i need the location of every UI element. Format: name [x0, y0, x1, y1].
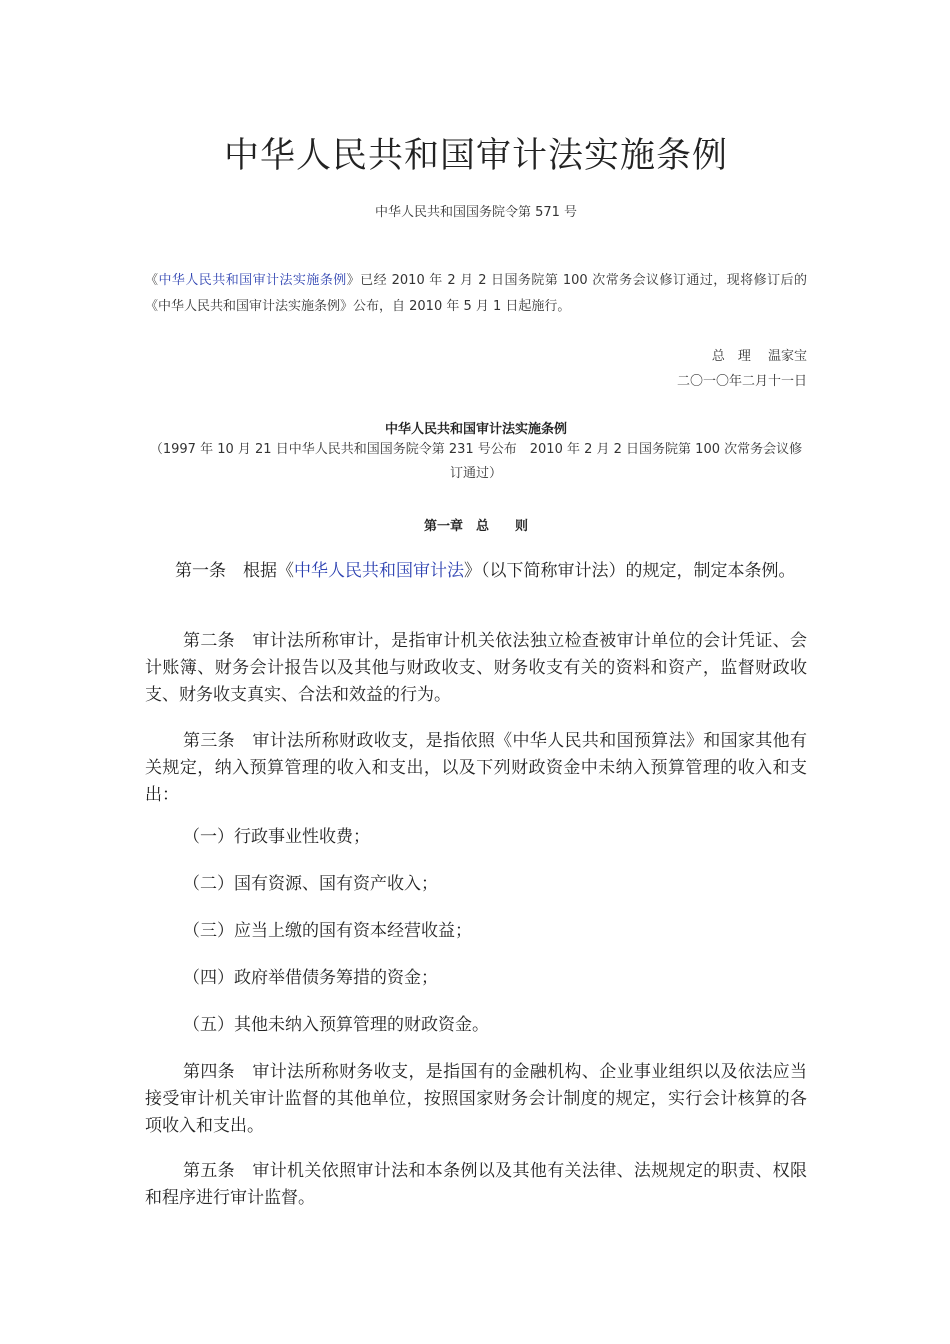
preamble-open-quote: 《 [145, 273, 159, 288]
article-1-prefix: 第一条 根据《 [175, 561, 294, 581]
preamble-paragraph [145, 268, 807, 320]
list-item: （五）其他未纳入预算管理的财政资金。 [183, 1015, 489, 1035]
list-item: （一）行政事业性收费； [183, 827, 370, 847]
article-5: 第五条 审计机关依照审计法和本条例以及其他有关法律、法规规定的职责、权限和程序进行审计监督。 [145, 1161, 807, 1208]
list-item: （四）政府举借债务筹措的资金； [183, 968, 438, 988]
article-2: 第二条 审计法所称审计，是指审计机关依法独立检查被审计单位的会计凭证、会计账簿、财务会计报告以及其他与财政收支、财务收支有关的资料和资产，监督财政收支、财务收支真实、合法和效益的行为。 [145, 631, 807, 705]
list-item: （三）应当上缴的国有资本经营收益； [183, 921, 472, 941]
audit-law-link[interactable]: 中华人民共和国审计法 [294, 561, 464, 581]
signature-date: 二〇一〇年二月十一日 [676, 374, 807, 389]
article-3: 第三条 审计法所称财政收支，是指依照《中华人民共和国预算法》和国家其他有关规定，纳入预算管理的收入和支出，以及下列财政资金中未纳入预算管理的收入和支出： [145, 731, 807, 805]
article-4: 第四条 审计法所称财务收支，是指国有的金融机构、企业事业组织以及依法应当接受审计机关审计监督的其他单位，按照国家财务会计制度的规定，实行会计核算的各项收入和支出。 [145, 1062, 807, 1136]
publication-history: （1997 年 10 月 21 日中华人民共和国国务院令第 231 号公布 2010 年 2 月 2 日国务院第 100 次常务会议修订通过） [149, 442, 803, 481]
preamble-text: 》已经 2010 年 2 月 2 日国务院第 100 次常务会议修订通过，现将修订后的《中华人民共和国审计法实施条例》公布，自 2010 年 5 月 1 日起施行。 [145, 273, 807, 314]
signature-name: 总 理 温家宝 [711, 349, 807, 364]
regulation-link[interactable]: 中华人民共和国审计法实施条例 [158, 273, 347, 288]
list-item: （二）国有资源、国有资产收入； [183, 874, 438, 894]
article-1-suffix: 》（以下简称审计法）的规定，制定本条例。 [464, 561, 796, 581]
regulation-title: 中华人民共和国审计法实施条例 [384, 422, 567, 437]
article-1 [145, 558, 807, 585]
chapter-heading: 第一章 总 则 [423, 519, 528, 534]
decree-number: 中华人民共和国国务院令第 571 号 [374, 205, 578, 220]
document-title: 中华人民共和国审计法实施条例 [223, 136, 728, 176]
